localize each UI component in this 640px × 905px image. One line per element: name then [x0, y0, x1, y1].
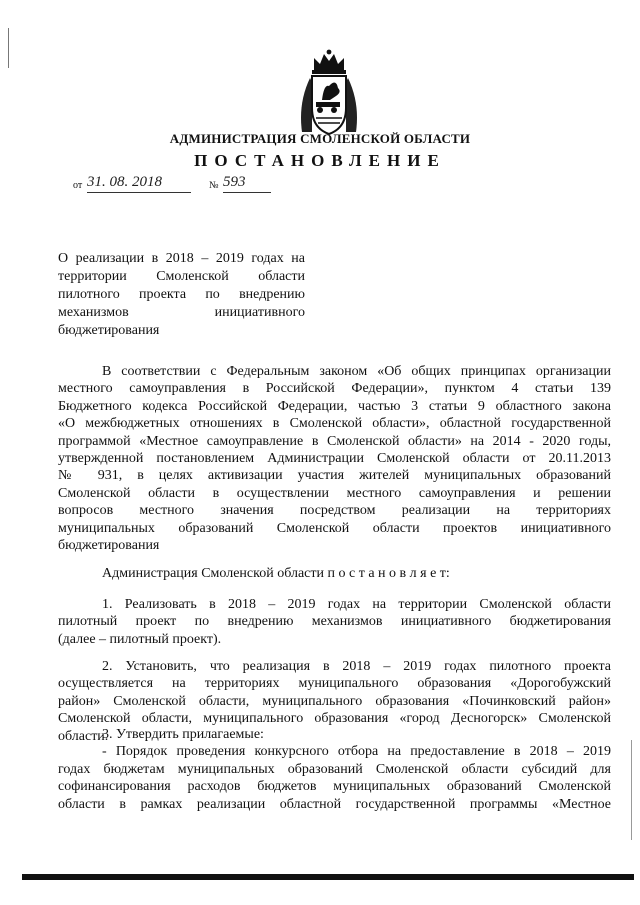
item-3-paragraph [58, 726, 611, 813]
text-line: области в рамках реализации областной государственной программы «Местное [58, 796, 611, 812]
text-line: Смоленской области, муниципального образования «город Десногорск» Смоленской [58, 711, 611, 727]
text-line: В соответствии с Федеральным законом «Об общих принципах организации [102, 364, 611, 379]
text-line: 3. Утвердить прилагаемые: [102, 727, 264, 742]
text-line: программой «Местное самоуправление в Смоленской области» на 2014 - 2020 годы, [58, 433, 611, 449]
text-line: местного самоуправления в Российской Федерации», пунктом 4 статьи 139 [58, 381, 611, 397]
text-line: бюджетирования [58, 537, 160, 553]
organization-title: АДМИНИСТРАЦИЯ СМОЛЕНСКОЙ ОБЛАСТИ [169, 131, 471, 146]
text-line: Администрация Смоленской области п о с т а н о в л я е т: [102, 566, 450, 581]
text-line: № 931, в целях активизации участия жителей муниципальных образований [58, 468, 611, 484]
date-number-line [73, 172, 353, 194]
subject-line: бюджетирования [58, 323, 160, 338]
text-line: софинансирования расходов бюджетов муниципальных образований Смоленской [58, 779, 611, 795]
text-line: Смоленской области в осуществлении местного самоуправления и решении [58, 485, 611, 501]
text-line: годах бюджетам муниципальных образований Смоленской области субсидий для [58, 761, 611, 777]
text-line: вопросов местного значения посредством реализации на территориях [58, 503, 611, 519]
text-line: муниципальных образований Смоленской области проектов инициативного [58, 520, 611, 536]
text-line: пилотный проект по внедрению механизмов инициативного бюджетирования [58, 614, 611, 630]
number-label: № [209, 180, 219, 191]
text-line: «О межбюджетных отношениях в Смоленской области», областной государственной [58, 416, 611, 432]
document-subject [58, 250, 305, 340]
scan-bottom-edge [22, 874, 634, 880]
item-1-paragraph [58, 596, 611, 648]
text-line: утвержденной постановлением Администрации Смоленской области от 20.11.2013 [58, 450, 611, 466]
text-line: осуществляется на территориях муниципального образования «Дорогобужский [58, 676, 611, 692]
text-line: район» Смоленской области, муниципального образования «Починковский район» [58, 693, 611, 709]
document-type-title: ПОСТАНОВЛЕНИЕ [194, 151, 446, 170]
text-line: (далее – пилотный проект). [58, 631, 222, 647]
text-line: области. [58, 728, 109, 744]
preamble-paragraph [58, 363, 611, 554]
text-line: - Порядок проведения конкурсного отбора на предоставление в 2018 – 2019 [102, 744, 611, 760]
subject-line: территории Смоленской области [58, 269, 305, 284]
coat-of-arms-icon [296, 48, 362, 138]
text-line: Бюджетного кодекса Российской Федерации, частью 3 статьи 9 областного закона [58, 398, 611, 414]
scan-artifact-line [8, 28, 9, 68]
subject-line: О реализации в 2018 – 2019 годах на [58, 251, 305, 266]
subject-line: механизмов инициативного [58, 305, 305, 320]
document-number: 593 [223, 172, 271, 193]
document-date: 31. 08. 2018 [87, 172, 191, 193]
date-label: от [73, 180, 83, 191]
scan-artifact-line [631, 740, 632, 840]
text-line: 2. Установить, что реализация в 2018 – 2019 годах пилотного проекта [102, 659, 611, 674]
resolves-paragraph [58, 565, 611, 582]
text-line: 1. Реализовать в 2018 – 2019 годах на территории Смоленской области [102, 597, 611, 612]
subject-line: пилотного проекта по внедрению [58, 287, 305, 302]
